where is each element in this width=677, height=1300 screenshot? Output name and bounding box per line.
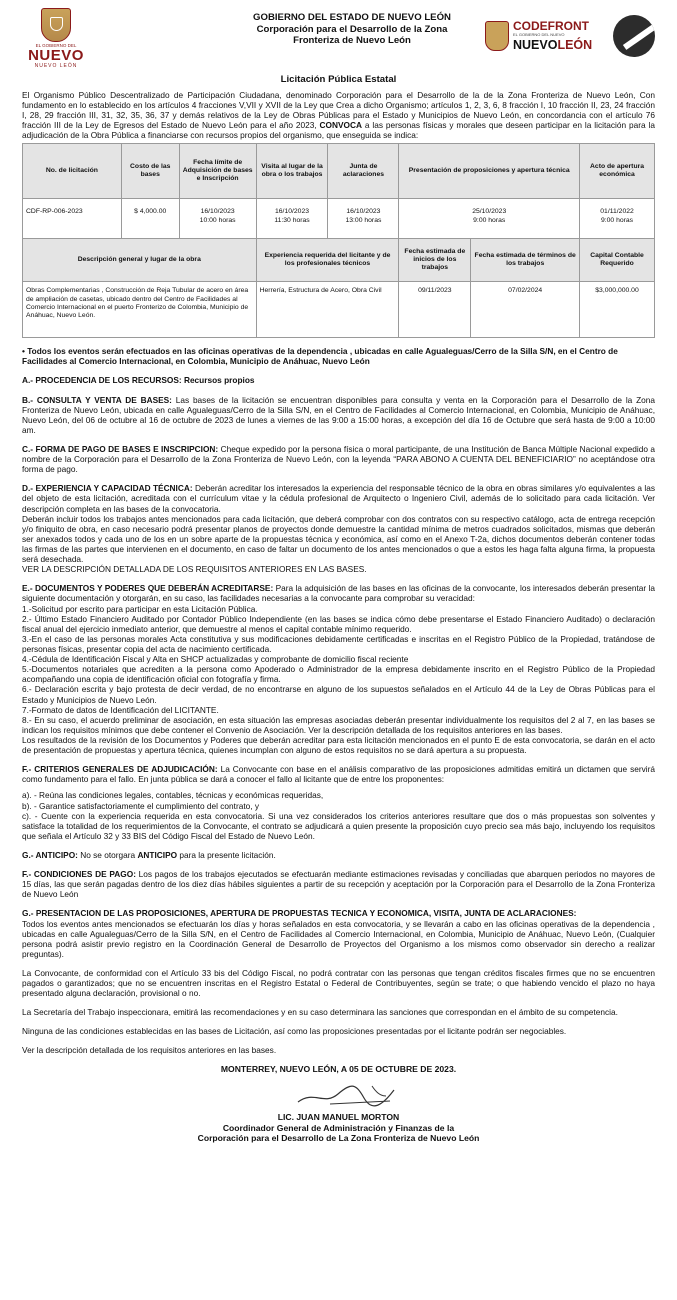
- tender-number: CDF-RP-006-2023: [23, 199, 122, 239]
- section-c: C.- FORMA DE PAGO DE BASES E INSCRIPCION: Cheque expedido por la persona física o moral participante, de una Institución de Banca Múltiple Nacional expedido a nombre de la Corporación para el Desarrollo de la Zona Fronteriza de Nuevo León, con la leyenda “PARA ABONO A CUENTA DEL BENEFICIARIO” no aceptándose otra forma de pago.: [22, 444, 655, 475]
- paragraph-labor: La Secretaría del Trabajo inspeccionara, emitirá las recomendaciones y en su caso determinara las sanciones que correspondan en el ámbito de su competencia.: [22, 1007, 618, 1018]
- intro-paragraph: El Organismo Público Descentralizado de Participación Ciudadana, denominado Corporación para el Desarrollo de la de la Zona Fronteriza de Nuevo León, Con fundamento en lo establecido en los artículos 4 fracciones V,VII y XVII de la Ley que Crea a dicho Organismo; artículos 1, 2, 3, 6, 8 fracción I, 10 fracción II, 23, 24 fracción I, 28, 29 fracción III, 31, 32, 35, 36, 37 y demás relativos de la Ley de Obras Públicas para el Estado y Municipios de Nuevo León, en concordancia con el artículo 76 fracción III de la Ley de Egresos del Estado de Nuevo León para el año 2023, CONVOCA a las personas físicas y morales que deseen participar en la licitación para la adjudicación de la Obra Pública a financiarse con recursos propios del organismo, que enseguida se indica:: [22, 89, 655, 141]
- required-capital: $3,000,000.00: [580, 282, 655, 338]
- nuevo-leon-logo: [28, 8, 84, 70]
- convoca-label: CONVOCA: [319, 120, 362, 131]
- signatory-role-1: Coordinador General de Administración y Finanzas de la: [222, 1122, 455, 1133]
- list-item: 4.-Cédula de Identificación Fiscal y Alta en SHCP actualizadas y comprobante de domicilio fiscal reciente: [22, 654, 409, 665]
- events-note: • Todos los eventos serán efectuados en las oficinas operativas de la dependencia , ubicadas en calle Agualeguas/Cerro de la Silla S/N, en el Centro de Facilidades al Comercio Internacional, en Colombia, Municipio de Anáhuac, Nuevo León: [22, 346, 618, 367]
- codefront-crest-icon: [485, 21, 509, 51]
- signatory-name: LIC. JUAN MANUEL MORTON: [277, 1112, 400, 1123]
- list-item: 2.- Último Estado Financiero Auditado por Contador Público Independiente (en las bases se indica cómo debe presentarse el Estado Financiero Auditado) o declaración fiscal anual del ejercicio inmediato anterior, que demuestre al menos el capital contable mínimo requerido.: [22, 613, 655, 634]
- table-header-row: Descripción general y lugar de la obra Experiencia requerida del licitante y de los profesionales técnicos Fecha estimada de inicios de los trabajos Fecha estimada de términos de los trabajos Capital Contable Requerido: [23, 239, 655, 282]
- start-date: 09/11/2023: [399, 282, 471, 338]
- issuer-title: [202, 12, 502, 47]
- section-a: A.- PROCEDENCIA DE LOS RECURSOS: Recursos propios: [22, 375, 255, 386]
- list-item: c). - Cuente con la experiencia requerida en esta convocatoria. Si una vez considerados los criterios anteriores resultare que dos o más propuestas son solventes y satisface la totalidad de los requerimientos de la Convocante, el contrato se adjudicará a quien presente la proposición cuyo precio sea más bajo, incluyendo los requisitos que señala el Artículo 32 y 33 BIS del Código Fiscal del Estado de Nuevo León.: [22, 810, 655, 841]
- list-item: b). - Garantice satisfactoriamente el cumplimiento del contrato, y: [22, 800, 260, 811]
- tender-table: [22, 143, 655, 338]
- document-subtitle: Licitación Pública Estatal: [280, 74, 397, 85]
- list-item: Los resultados de la revisión de los Documentos y Poderes que deberán acreditar para esta licitación mencionados en el punto E de esta convocatoria, se darán en el acto de presentación de propuestas y apertura técnica, quienes incumplan con alguno de estos requisitos no se dará apertura a su propuesta.: [22, 734, 655, 756]
- section-f-payment: F.- CONDICIONES DE PAGO: Los pagos de los trabajos ejecutados se efectuarán mediante estimaciones revisadas y conciliadas que abarquen periodos no mayores de 15 días, las que serán pagadas dentro de los diez días hábiles siguientes a partir de su recepción y aceptación por la Corporación para el Desarrollo de la Zona Fronteriza de Nuevo León: [22, 869, 656, 900]
- logo-big-text: NUEVO: [28, 47, 84, 65]
- list-item: a). - Reúna las condiciones legales, contables, técnicas y económicas requeridas,: [22, 790, 324, 801]
- end-date: 07/02/2024: [471, 282, 580, 338]
- table-header-row: No. de licitación Costo de las bases Fecha límite de Adquisición de bases e Inscripción Visita al lugar de la obra o los trabajos Junta de aclaraciones Presentación de proposiciones y apertura técnica Acto de apertura económica: [23, 144, 655, 199]
- section-g-anticipo: G.- ANTICIPO: No se otorgara ANTICIPO para la presente licitación.: [22, 849, 276, 860]
- paragraph-negotiation: Ninguna de las condiciones establecidas en las bases de Licitación, así como las proposiciones presentadas por el licitante podrán ser negociables.: [22, 1026, 567, 1037]
- codefront-state: NUEVOLEÓN: [513, 38, 593, 53]
- logo-sub-text: NUEVO LEÓN: [34, 63, 78, 70]
- paragraph-reference: Ver la descripción detallada de los requisitos anteriores en las bases.: [22, 1045, 277, 1056]
- state-crest-icon: [41, 8, 71, 42]
- issuer-line-1: GOBIERNO DEL ESTADO DE NUEVO LEÓN: [253, 12, 451, 23]
- issuer-line-3: Fronteriza de Nuevo León: [293, 35, 411, 46]
- list-item: 1.-Solicitud por escrito para participar en esta Licitación Pública.: [22, 603, 258, 614]
- signature-icon: [294, 1076, 404, 1112]
- closing-place-date: MONTERREY, NUEVO LEÓN, A 05 DE OCTUBRE DE 2023.: [220, 1063, 457, 1074]
- section-e: E.- DOCUMENTOS Y PODERES QUE DEBERÁN ACREDITARSE: Para la adquisición de las bases en las oficinas de la convocante, los interesados deberán presentar la siguiente documentación y otorgarán, en su caso, las facilidades necesarias a la convocante para comprobar su veracidad: 1.-Solicitud por escrito para participar en esta Licitación Pública. 2.- Último Estado Financiero Auditado por Contador Público Independiente (en las bases se indica cómo debe presentarse el Estado Financiero Auditado) o declaración fiscal anual del ejercicio inmediato anterior, que demuestre al menos el capital contable mínimo requerido. 3.-En el caso de las personas morales Acta constitutiva y sus modificaciones debidamente certificadas e inscritas en el Registro Público de la Propiedad, tratándose de personas físicas, presentar copia del acta de nacimiento certificada. 4.-Cédula de Identificación Fiscal y Alta en SHCP actualizadas y comprobante de domicilio fiscal reciente 5.-Documentos notariales que acrediten a la persona como Apoderado o Administrador de la empresa debidamente inscrito en el Registro Público de la Propiedad acompañando una copia de identificación oficial con fotografía y firma. 6.- Declaración escrita y bajo protesta de decir verdad, de no encontrarse en alguno de los supuestos señalados en el Artículo 44 de la Ley de Obras Públicas para el Estado y Municipios de Nuevo León. 7.-Formato de datos de Identificación del LICITANTE. 8.- En su caso, el acuerdo preliminar de asociación, en esta situación las empresas asociadas deberán presentar individualmente los requisitos del 2 al 7, en las bases se indican los requisitos mínimos que debe contener el Convenio de Asociación. Ver la descripción detallada de los requisitos anteriores en las bases. Los resultados de la revisión de los Documentos y Poderes que deberán acreditar para esta licitación mencionados en el punto E de esta convocatoria, se darán en el acto de presentación de propuestas y apertura técnica, quienes incumplan con alguno de estos requisitos no se dará apertura a su propuesta.: [22, 583, 655, 756]
- section-g-proposals: G.- PRESENTACION DE LAS PROPOSICIONES, APERTURA DE PROPUESTAS TECNICA Y ECONOMICA, VISITA, JUNTA DE ACLARACIONES: Todos los eventos antes mencionados se efectuarán los días y horas señalados en esta convocatoria, y se llevarán a cabo en las oficinas operativas de la dependencia , ubicadas en calle Agualeguas/Cerro de la Silla S/N, en el Centro de Facilidades al Comercio Internacional, en Colombia, Municipio de Anáhuac, Nuevo León, (Cualquier persona podrá asistir previo registro en la Coordinación General de Desarrollo de Proyectos del Organismo a los mismos como observador sin derecho a realizar preguntas).: [22, 908, 655, 959]
- list-item: 3.-En el caso de las personas morales Acta constitutiva y sus modificaciones debidamente certificadas e inscritas en el Registro Público de la Propiedad, tratándose de personas físicas, presentar copia del acta de nacimiento certificada.: [22, 633, 655, 654]
- handwritten-signature: [22, 1076, 655, 1112]
- section-b: B.- CONSULTA Y VENTA DE BASES: Las bases de la licitación se encuentran disponibles para consulta y venta en la Corporación para el Desarrollo de la Zona Fronteriza de Nuevo León, ubicada en calle Agualeguas/Cerro de la Silla S/N, en el Centro de Facilidades al Comercio Internacional, en Colombia, Municipio de Anáhuac, Nuevo León, del 06 de octubre al 16 de octubre de 2023 de lunes a viernes de las 9:00 a 15:00 horas, a excepción del día 16 de Octubre que será hasta de 9:00 a 10:00 am.: [22, 394, 655, 435]
- section-d: D.- EXPERIENCIA Y CAPACIDAD TÉCNICA: Deberán acreditar los interesados la experiencia del responsable técnico de la obra en obras similares y/o equivalentes a las del objeto de esta licitación, acreditada con el currículum vitae y la cédula profesional de Arquitecto o Ingeniero Civil, además de lo solicitado para cada licitación. Ver descripción completa en las bases de la convocatoria. Deberán incluir todos los trabajos antes mencionados para cada licitación, que deberá comprobar con dos contratos con su respectivo catálogo, acta de entrega recepción y/o finiquito de obra, en caso necesario podrá presentar planos de proyectos donde demuestre la cantidad mínima de metros cuadrados solicitados, mismas que deberán ser anexados todos y cada uno de los en un sobre aparte de la propuestas técnica y económica, así como en el Anexo T-2a, dichos documentos deberán contener todas las firmas de las partes que intervienen en el documento, en caso de faltar un documento de los antes mencionados o que a estos les haga falta alguna firma, la propuesta será desechada. VER LA DESCRIPCIÓN DETALLADA DE LOS REQUISITOS ANTERIORES EN LAS BASES.: [22, 483, 655, 575]
- paragraph-fiscal: La Convocante, de conformidad con el Artículo 33 bis del Código Fiscal, no podrá contratar con las personas que tengan créditos fiscales firmes que no se encuentren pagados o garantizados; que no se encuentren inscritas en el Registro Estatal o Federal de Contribuyentes, según se trate; o que habiendo vencido el plazo no haya presentado alguna declaración, provisional o no.: [22, 967, 655, 999]
- codefront-tagline: EL GOBIERNO DEL NUEVO: [513, 32, 565, 38]
- required-experience: Herrería, Estructura de Acero, Obra Civil: [256, 282, 399, 338]
- header: [22, 6, 655, 74]
- list-item: 8.- En su caso, el acuerdo preliminar de asociación, en esta situación las empresas asociadas deberán presentar individualmente los requisitos del 2 al 7, en las bases se indican los requisitos mínimos que debe contener el Convenio de Asociación. Ver la descripción detallada de los requisitos anteriores en las bases.: [22, 714, 655, 735]
- base-cost: $ 4,000.00: [121, 199, 179, 239]
- list-item: 5.-Documentos notariales que acrediten a la persona como Apoderado o Administrador de la empresa debidamente inscrito en el Registro Público de la Propiedad acompañando una copia de identificación oficial con fotografía y firma.: [22, 664, 655, 685]
- codefront-logo: [485, 10, 655, 62]
- issuer-line-2: Corporación para el Desarrollo de la Zona: [256, 23, 448, 35]
- table-row: CDF-RP-006-2023 $ 4,000.00 16/10/2023 10:00 horas 16/10/2023 11:30 horas 16/10/2023 13:00 horas 25/10/2023 9:00 horas 01/11/2022 9:00 horas: [23, 199, 655, 239]
- work-description: Obras Complementarias , Construcción de Reja Tubular de acero en área de ampliación de casetas, ubicado dentro del Centro de Facilidades al Comercio Internacional en el puerto Fronterizo de Colombia, Municipio de Anáhuac, Nuevo León.: [23, 282, 257, 338]
- section-f-criteria: F.- CRITERIOS GENERALES DE ADJUDICACIÓN: La Convocante con base en el análisis comparativo de las proposiciones admitidas emitirá un dictamen que servirá como fundamento para el fallo. En junta pública se dará a conocer el fallo al licitante que de entre los proponentes: a). - Reúna las condiciones legales, contables, técnicas y económicas requeridas, b). - Garantice satisfactoriamente el cumplimiento del contrato, y c). - Cuente con la experiencia requerida en esta convocatoria. Si una vez considerados los criterios anteriores resultare que dos o más propuestas son solventes y satisface la totalidad de los requerimientos de la Convocante, el contrato se adjudicará a quien presente la proposición cuyo precio sea más bajo, incluyendo los requisitos que señala el Artículo 32 y 33 BIS del Código Fiscal del Estado de Nuevo León.: [22, 764, 655, 841]
- codefront-name: CODEFRONT: [513, 18, 589, 33]
- logo-small-text: EL GOBIERNO DEL: [35, 43, 77, 48]
- table-row: [23, 282, 655, 338]
- signatory-block: [22, 1112, 655, 1143]
- signatory-role-2: Corporación para el Desarrollo de La Zona Fronteriza de Nuevo León: [197, 1133, 480, 1144]
- list-item: 7.-Formato de datos de Identificación del LICITANTE.: [22, 704, 219, 715]
- road-icon: [613, 15, 655, 57]
- list-item: 6.- Declaración escrita y bajo protesta de decir verdad, de no encontrarse en alguno de los supuestos señalados en el Artículo 44 de la Ley de Obras Públicas para el Estado y Municipios de Nuevo León.: [22, 684, 655, 705]
